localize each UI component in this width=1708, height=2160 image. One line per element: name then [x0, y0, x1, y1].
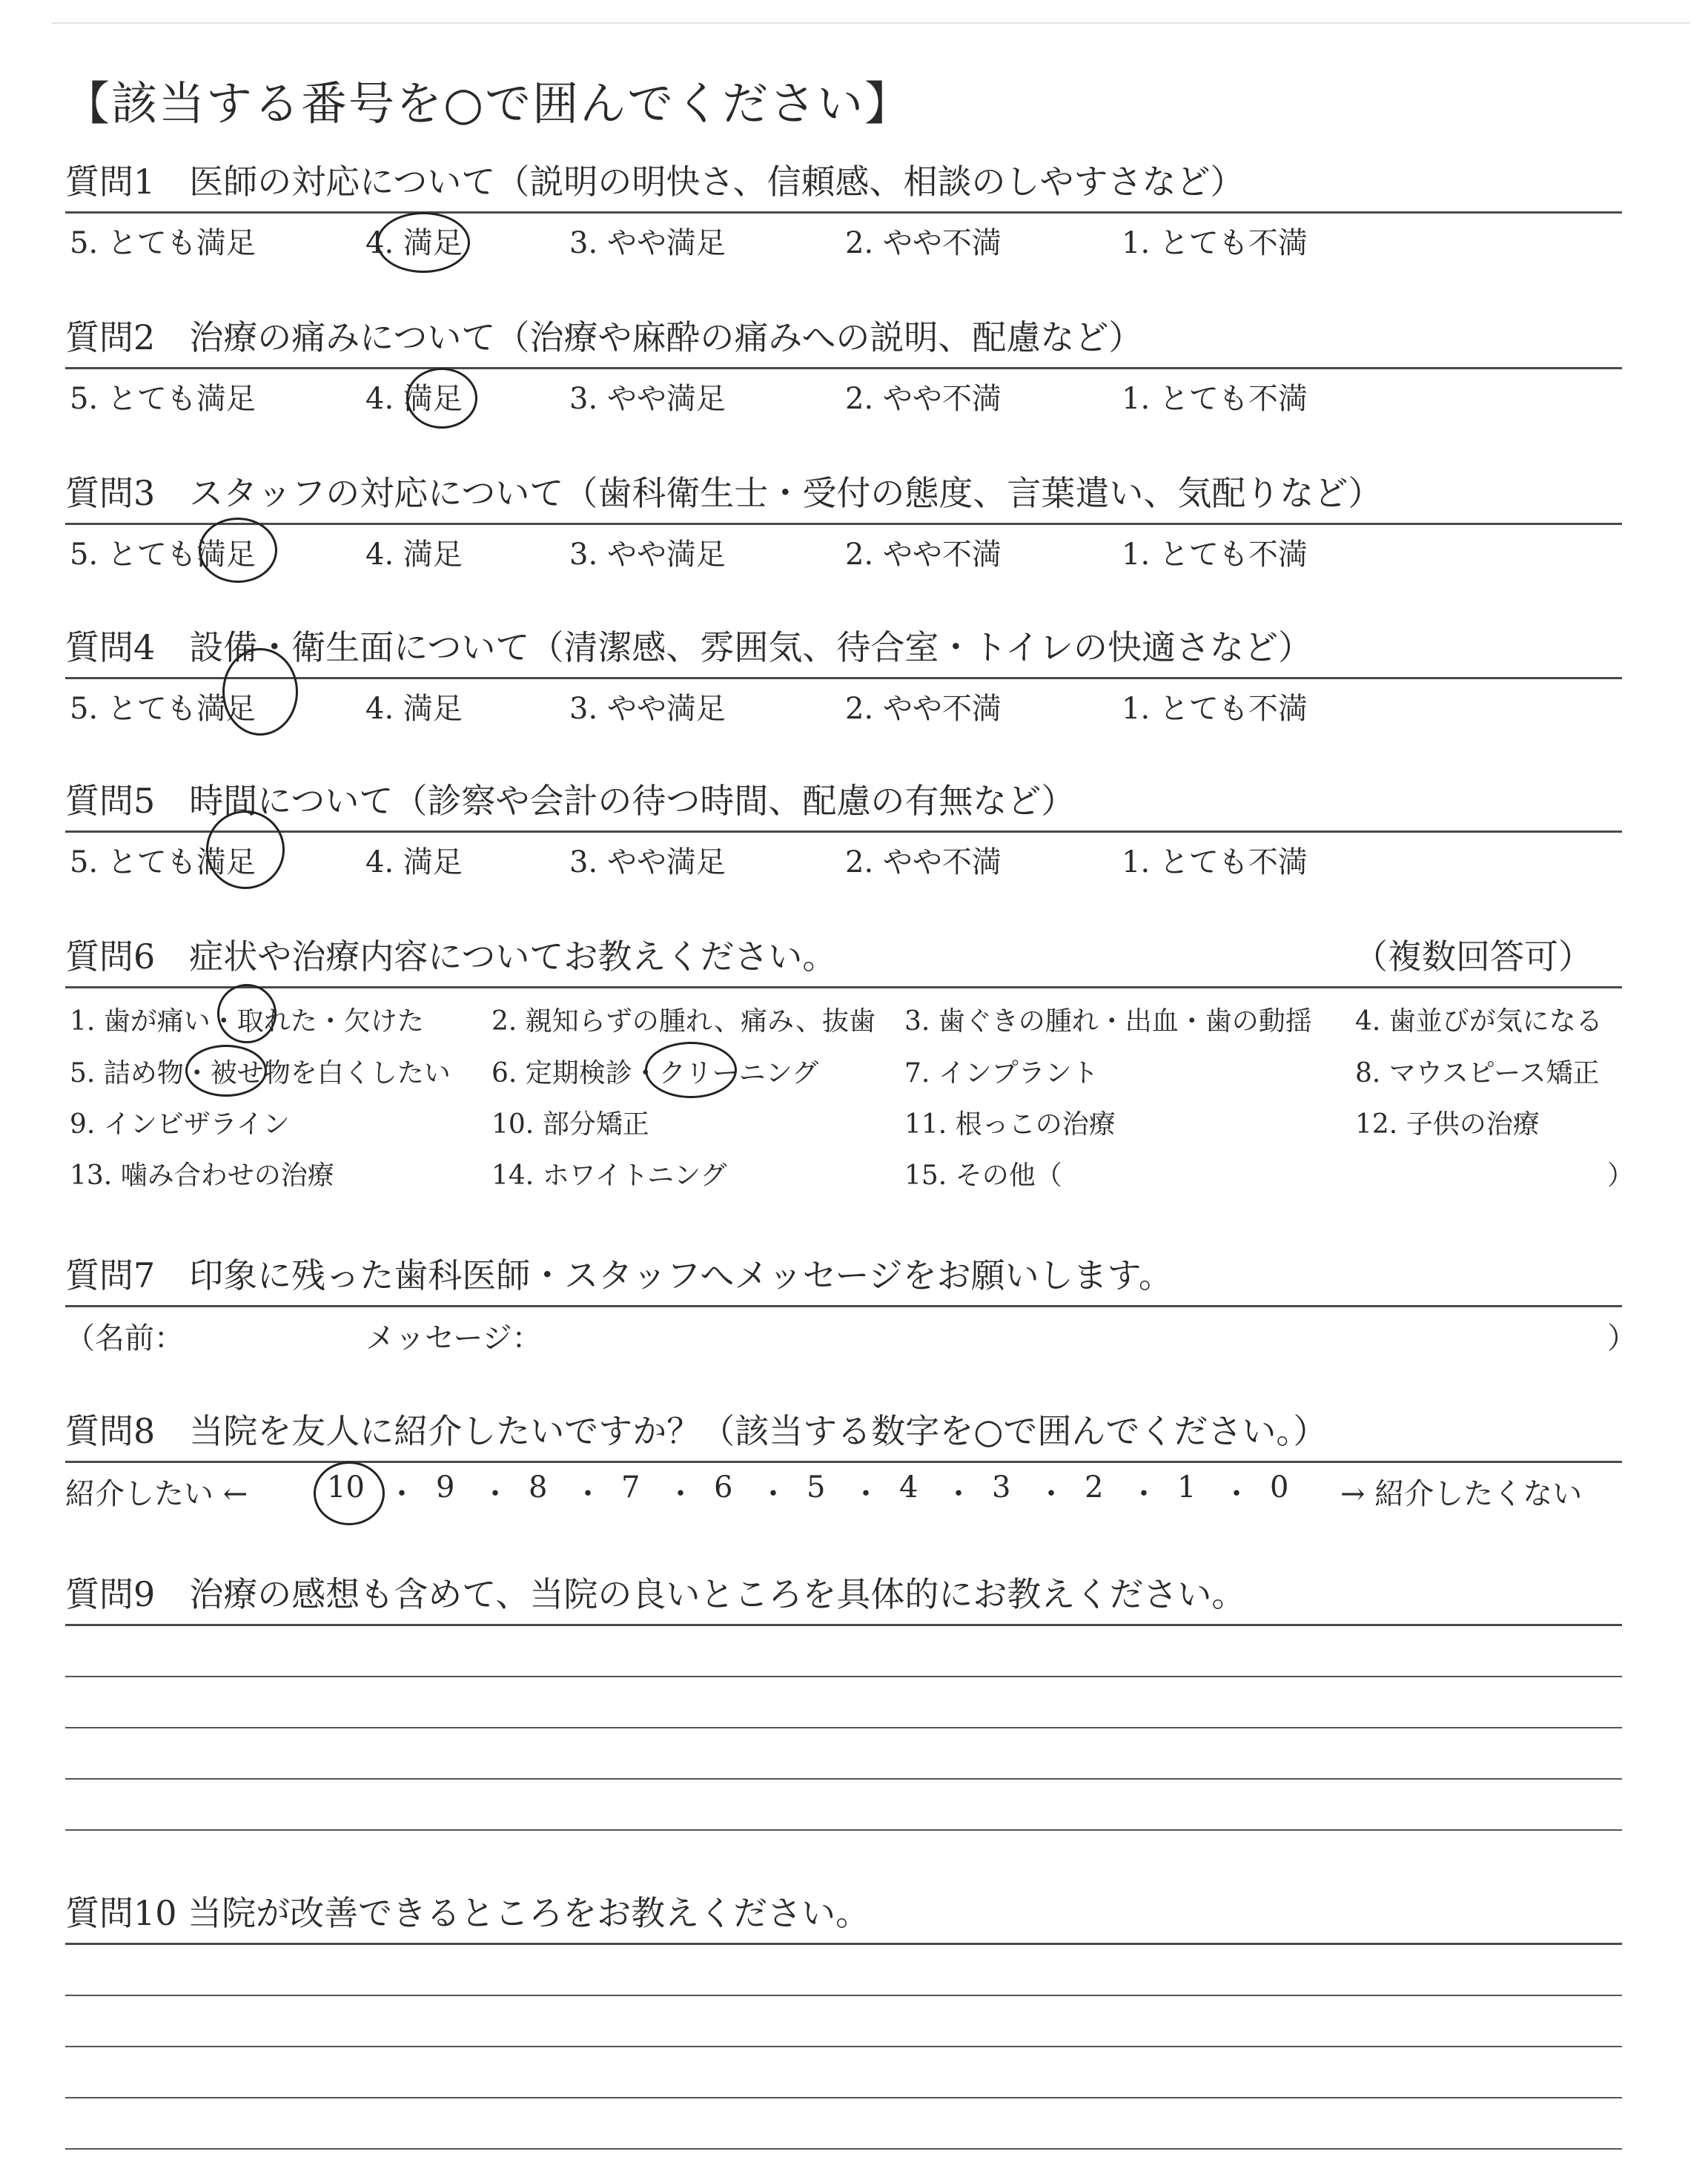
q1-option-4[interactable]: 4. 満足 [365, 226, 463, 260]
q6-option-14[interactable]: 14. ホワイトニング [491, 1160, 727, 1191]
q6-option-4[interactable]: 4. 歯並びが気になる [1355, 1006, 1603, 1037]
q10-writing-line[interactable] [65, 1996, 1622, 2047]
question-6-note: （複数回答可） [1354, 937, 1592, 977]
q3-option-2[interactable]: 2. やや不満 [845, 538, 1002, 572]
scale-dot: ・ [387, 1477, 417, 1511]
question-5 [65, 771, 1622, 882]
message-close: ） [1607, 1321, 1637, 1355]
referral-scale [65, 1463, 1622, 1515]
question-3-title: 質問3 スタッフの対応について（歯科衛生士・受付の態度、言葉遣い、気配りなど） [65, 473, 1383, 513]
q5-option-3[interactable]: 3. やや満足 [569, 845, 726, 879]
scale-5[interactable]: 5 [807, 1470, 826, 1505]
question-6-title: 質問6 症状や治療内容についてお教えください。 [65, 937, 837, 977]
q4-option-3[interactable]: 3. やや満足 [569, 692, 726, 726]
scale-dot: ・ [1036, 1477, 1066, 1511]
q3-option-5[interactable]: 5. とても満足 [70, 538, 256, 572]
page-title: 【該当する番号を○で囲んでください】 [64, 76, 913, 131]
question-5-options [65, 833, 1622, 882]
q10-writing-line[interactable] [65, 1945, 1622, 1996]
scale-10[interactable]: 10 [327, 1470, 365, 1505]
q5-option-5[interactable]: 5. とても満足 [70, 845, 256, 879]
question-8 [65, 1401, 1622, 1515]
scale-dot: ・ [1129, 1477, 1159, 1511]
q10-writing-line[interactable] [65, 2047, 1622, 2098]
q2-option-5[interactable]: 5. とても満足 [70, 382, 256, 416]
question-7 [65, 1246, 1637, 1356]
q10-writing-line[interactable] [65, 2098, 1622, 2150]
question-1-options [65, 214, 1622, 262]
scale-dot: ・ [666, 1477, 695, 1511]
q6-option-3[interactable]: 3. 歯ぐきの腫れ・出血・歯の動揺 [904, 1006, 1312, 1037]
scale-dot: ・ [851, 1477, 881, 1511]
scale-0[interactable]: 0 [1270, 1470, 1289, 1505]
question-2 [65, 308, 1622, 418]
q6-option-13[interactable]: 13. 噛み合わせの治療 [70, 1160, 334, 1191]
scale-dot: ・ [480, 1477, 510, 1511]
q3-option-3[interactable]: 3. やや満足 [569, 538, 726, 572]
scale-dot: ・ [1222, 1477, 1251, 1511]
q6-option-15[interactable]: 15. その他（ [904, 1160, 1062, 1191]
scale-dot: ・ [758, 1477, 788, 1511]
message-label: メッセージ： [365, 1321, 542, 1355]
question-8-title: 質問8 当院を友人に紹介したいですか？（該当する数字を○で囲んでください。） [65, 1411, 1328, 1451]
name-label: （名前： [65, 1321, 184, 1355]
q4-option-2[interactable]: 2. やや不満 [845, 692, 1002, 726]
question-6-options [65, 988, 1635, 1203]
question-3-options [65, 525, 1622, 574]
question-6 [65, 927, 1635, 1203]
question-10 [65, 1883, 1622, 2150]
scale-3[interactable]: 3 [992, 1470, 1011, 1505]
scale-4[interactable]: 4 [899, 1470, 918, 1505]
q9-writing-line[interactable] [65, 1780, 1622, 1831]
top-rule [52, 22, 1690, 24]
scale-dot: ・ [573, 1477, 603, 1511]
scale-9[interactable]: 9 [436, 1470, 455, 1505]
q1-option-3[interactable]: 3. やや満足 [569, 226, 726, 260]
q3-option-4[interactable]: 4. 満足 [365, 538, 463, 572]
q4-option-4[interactable]: 4. 満足 [365, 692, 463, 726]
q5-option-2[interactable]: 2. やや不満 [845, 845, 1002, 879]
q6-other-close: ） [1607, 1160, 1635, 1191]
question-7-title: 質問7 印象に残った歯科医師・スタッフへメッセージをお願いします。 [65, 1255, 1173, 1295]
scale-right-label: → 紹介したくない [1340, 1477, 1583, 1511]
question-5-title: 質問5 時間について（診察や会計の待つ時間、配慮の有無など） [65, 781, 1076, 821]
q6-option-2[interactable]: 2. 親知らずの腫れ、痛み、抜歯 [491, 1006, 876, 1037]
q6-option-12[interactable]: 12. 子供の治療 [1355, 1109, 1540, 1140]
scale-dot: ・ [944, 1477, 973, 1511]
q6-option-1[interactable]: 1. 歯が痛い・取れた・欠けた [70, 1006, 424, 1037]
q5-option-4[interactable]: 4. 満足 [365, 845, 463, 879]
q9-writing-line[interactable] [65, 1677, 1622, 1728]
q4-option-5[interactable]: 5. とても満足 [70, 692, 256, 726]
q6-option-8[interactable]: 8. マウスピース矯正 [1355, 1058, 1600, 1089]
q2-option-2[interactable]: 2. やや不満 [845, 382, 1002, 416]
q5-option-1[interactable]: 1. とても不満 [1122, 845, 1308, 879]
question-4-title: 質問4 設備・衛生面について（清潔感、雰囲気、待合室・トイレの快適さなど） [65, 627, 1313, 667]
q6-option-9[interactable]: 9. インビザライン [70, 1109, 290, 1140]
q6-option-7[interactable]: 7. インプラント [904, 1058, 1099, 1089]
scale-1[interactable]: 1 [1177, 1470, 1196, 1505]
q1-option-1[interactable]: 1. とても不満 [1122, 226, 1308, 260]
scale-7[interactable]: 7 [621, 1470, 640, 1505]
question-2-options [65, 369, 1622, 418]
question-1 [65, 152, 1622, 262]
question-10-title: 質問10 当院が改善できるところをお教えください。 [65, 1893, 870, 1933]
q9-writing-line[interactable] [65, 1626, 1622, 1677]
question-7-fields [65, 1307, 1637, 1356]
question-1-title: 質問1 医師の対応について（説明の明快さ、信頼感、相談のしやすさなど） [65, 162, 1245, 202]
q6-option-11[interactable]: 11. 根っこの治療 [904, 1109, 1116, 1140]
q2-option-4[interactable]: 4. 満足 [365, 382, 463, 416]
scale-left-label: 紹介したい ← [65, 1477, 248, 1511]
q1-option-5[interactable]: 5. とても満足 [70, 226, 256, 260]
q6-option-5[interactable]: 5. 詰め物・被せ物を白くしたい [70, 1058, 451, 1089]
question-4 [65, 618, 1622, 728]
q4-option-1[interactable]: 1. とても不満 [1122, 692, 1308, 726]
scale-8[interactable]: 8 [529, 1470, 548, 1505]
q2-option-3[interactable]: 3. やや満足 [569, 382, 726, 416]
scale-2[interactable]: 2 [1085, 1470, 1104, 1505]
q3-option-1[interactable]: 1. とても不満 [1122, 538, 1308, 572]
q9-writing-line[interactable] [65, 1728, 1622, 1780]
q6-option-6[interactable]: 6. 定期検診・クリーニング [491, 1058, 819, 1089]
question-4-options [65, 679, 1622, 728]
q2-option-1[interactable]: 1. とても不満 [1122, 382, 1308, 416]
question-9 [65, 1565, 1622, 1831]
scale-6[interactable]: 6 [714, 1470, 733, 1505]
q6-option-10[interactable]: 10. 部分矯正 [491, 1109, 649, 1140]
question-9-title: 質問9 治療の感想も含めて、当院の良いところを具体的にお教えください。 [65, 1574, 1246, 1614]
q1-option-2[interactable]: 2. やや不満 [845, 226, 1002, 260]
question-3 [65, 463, 1622, 574]
question-2-title: 質問2 治療の痛みについて（治療や麻酔の痛みへの説明、配慮など） [65, 317, 1143, 357]
